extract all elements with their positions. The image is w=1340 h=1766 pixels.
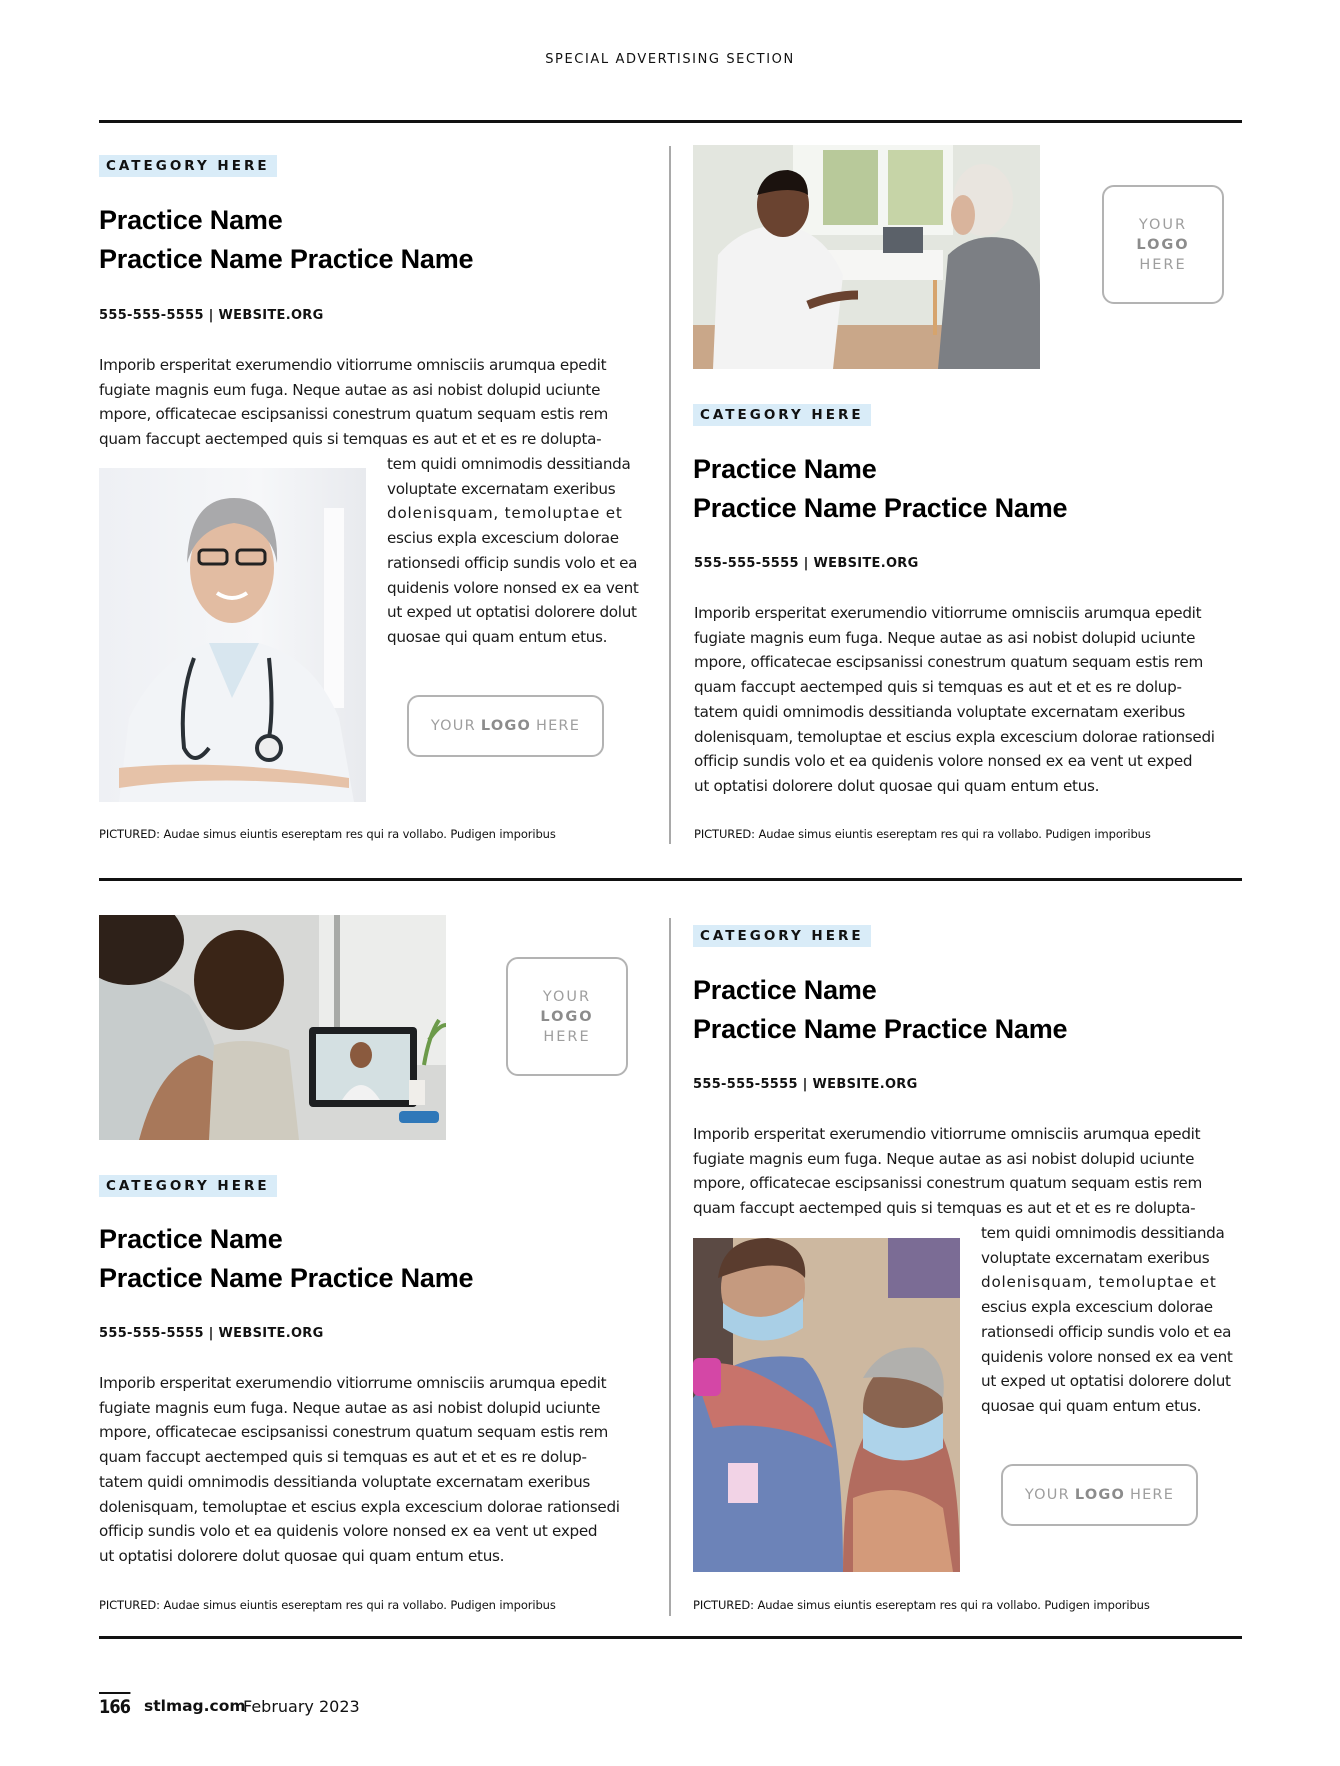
category-badge: CATEGORY HERE [693, 404, 871, 426]
body-text: Imporib ersperitat exerumendio vitiorrume omnisciis arumqua epedit fugiate magnis eum fuga. Neque autae as asi nobist dolupid uciunte mpore, officatecae escipsanissi conestrum quatum sequam estis rem quam faccupt aectemped quis si temquas es aut et et es re dolup- tatem quidi omnimodis dessitianda voluptate excernatam exeribus dolenisquam, temoluptae et escius expla excescium dolorae rationsedi officip sundis volo et ea quidenis volore nonsed ex ea vent ut exped ut optatisi dolorere dolut quosae qui quam entum etus. [694, 604, 1215, 795]
photo-caption: PICTURED: Audae simus eiuntis esereptam res qui ra vollabo. Pudigen imporibus [694, 827, 1151, 841]
doctor-consultation-icon [693, 145, 1040, 369]
doctor-portrait-icon [99, 468, 366, 802]
body-text-wrap: tem quidi omnimodis dessitianda voluptate excernatam exeribus dolenisquam, temoluptae et escius expla excescium dolorae rationsedi officip sundis volo et ea quidenis volore nonsed ex ea vent ut exped ut optatisi dolorere dolut quosae qui quam entum etus. [981, 1224, 1233, 1415]
column-divider-top [669, 146, 671, 844]
practice-name-line-2: Practice Name Practice Name [693, 1014, 1068, 1044]
photo-smiling-doctor [99, 468, 366, 802]
site-name: stlmag.com [144, 1697, 246, 1715]
practice-name-line-1: Practice Name [99, 1224, 283, 1254]
category-badge: CATEGORY HERE [99, 1175, 277, 1197]
logo-placeholder: YOUR LOGO HERE [1102, 185, 1224, 304]
telehealth-scene-icon [99, 915, 446, 1140]
photo-caption: PICTURED: Audae simus eiuntis esereptam res qui ra vollabo. Pudigen imporibus [99, 1598, 556, 1612]
middle-rule [99, 878, 1242, 881]
body-text-intro: Imporib ersperitat exerumendio vitiorrume omnisciis arumqua epedit fugiate magnis eum fuga. Neque autae as asi nobist dolupid uciunte mpore, officatecae escipsanissi conestrum quatum sequam estis rem quam faccupt aectemped quis si temquas es aut et et es re dolupta- [99, 356, 608, 449]
practice-name-line-1: Practice Name [99, 205, 283, 235]
practice-name-heading [99, 201, 473, 279]
photo-doctor-with-senior-patient [693, 145, 1040, 369]
body-text: Imporib ersperitat exerumendio vitiorrume omnisciis arumqua epedit fugiate magnis eum fuga. Neque autae as asi nobist dolupid uciunte mpore, officatecae escipsanissi conestrum quatum sequam estis rem quam faccupt aectemped quis si temquas es aut et et es re dolup- tatem quidi omnimodis dessitianda voluptate excernatam exeribus dolenisquam, temoluptae et escius expla excescium dolorae rationsedi officip sundis volo et ea quidenis volore nonsed ex ea vent ut exped ut optatisi dolorere dolut quosae qui quam entum etus. [99, 1374, 620, 1565]
logo-placeholder: YOUR LOGO HERE [407, 695, 604, 757]
practice-name-heading [99, 1220, 473, 1298]
practice-name-heading [693, 450, 1067, 528]
contact-info: 555-555-5555 | WEBSITE.ORG [693, 1077, 918, 1092]
photo-caption: PICTURED: Audae simus eiuntis esereptam res qui ra vollabo. Pudigen imporibus [99, 827, 556, 841]
practice-name-line-1: Practice Name [693, 975, 877, 1005]
practice-name-heading [693, 971, 1067, 1049]
issue-date: February 2023 [243, 1697, 360, 1716]
top-rule [99, 120, 1242, 123]
contact-info: 555-555-5555 | WEBSITE.ORG [694, 556, 919, 571]
practice-name-line-1: Practice Name [693, 454, 877, 484]
logo-placeholder: YOUR LOGO HERE [506, 957, 628, 1076]
practice-name-line-2: Practice Name Practice Name [693, 493, 1068, 523]
category-badge: CATEGORY HERE [693, 925, 871, 947]
practice-name-line-2: Practice Name Practice Name [99, 1263, 474, 1293]
special-advertising-section-label: SPECIAL ADVERTISING SECTION [545, 52, 795, 67]
photo-telehealth-call [99, 915, 446, 1140]
body-text-intro: Imporib ersperitat exerumendio vitiorrume omnisciis arumqua epedit fugiate magnis eum fuga. Neque autae as asi nobist dolupid uciunte mpore, officatecae escipsanissi conestrum quatum sequam estis rem quam faccupt aectemped quis si temquas es aut et et es re dolupta- [693, 1125, 1202, 1218]
body-text-wrap: tem quidi omnimodis dessitianda voluptate excernatam exeribus dolenisquam, temoluptae et escius expla excescium dolorae rationsedi officip sundis volo et ea quidenis volore nonsed ex ea vent ut exped ut optatisi dolorere dolut quosae qui quam entum etus. [387, 455, 639, 646]
bottom-rule [99, 1636, 1242, 1639]
contact-info: 555-555-5555 | WEBSITE.ORG [99, 308, 324, 323]
photo-nurse-with-masked-patient [693, 1238, 960, 1572]
category-badge: CATEGORY HERE [99, 155, 277, 177]
page-number: 166 [99, 1692, 130, 1718]
nurse-patient-exercise-icon [693, 1238, 960, 1572]
practice-name-line-2: Practice Name Practice Name [99, 244, 474, 274]
photo-caption: PICTURED: Audae simus eiuntis esereptam res qui ra vollabo. Pudigen imporibus [693, 1598, 1150, 1612]
logo-placeholder: YOUR LOGO HERE [1001, 1464, 1198, 1526]
column-divider-bottom [669, 918, 671, 1616]
contact-info: 555-555-5555 | WEBSITE.ORG [99, 1326, 324, 1341]
